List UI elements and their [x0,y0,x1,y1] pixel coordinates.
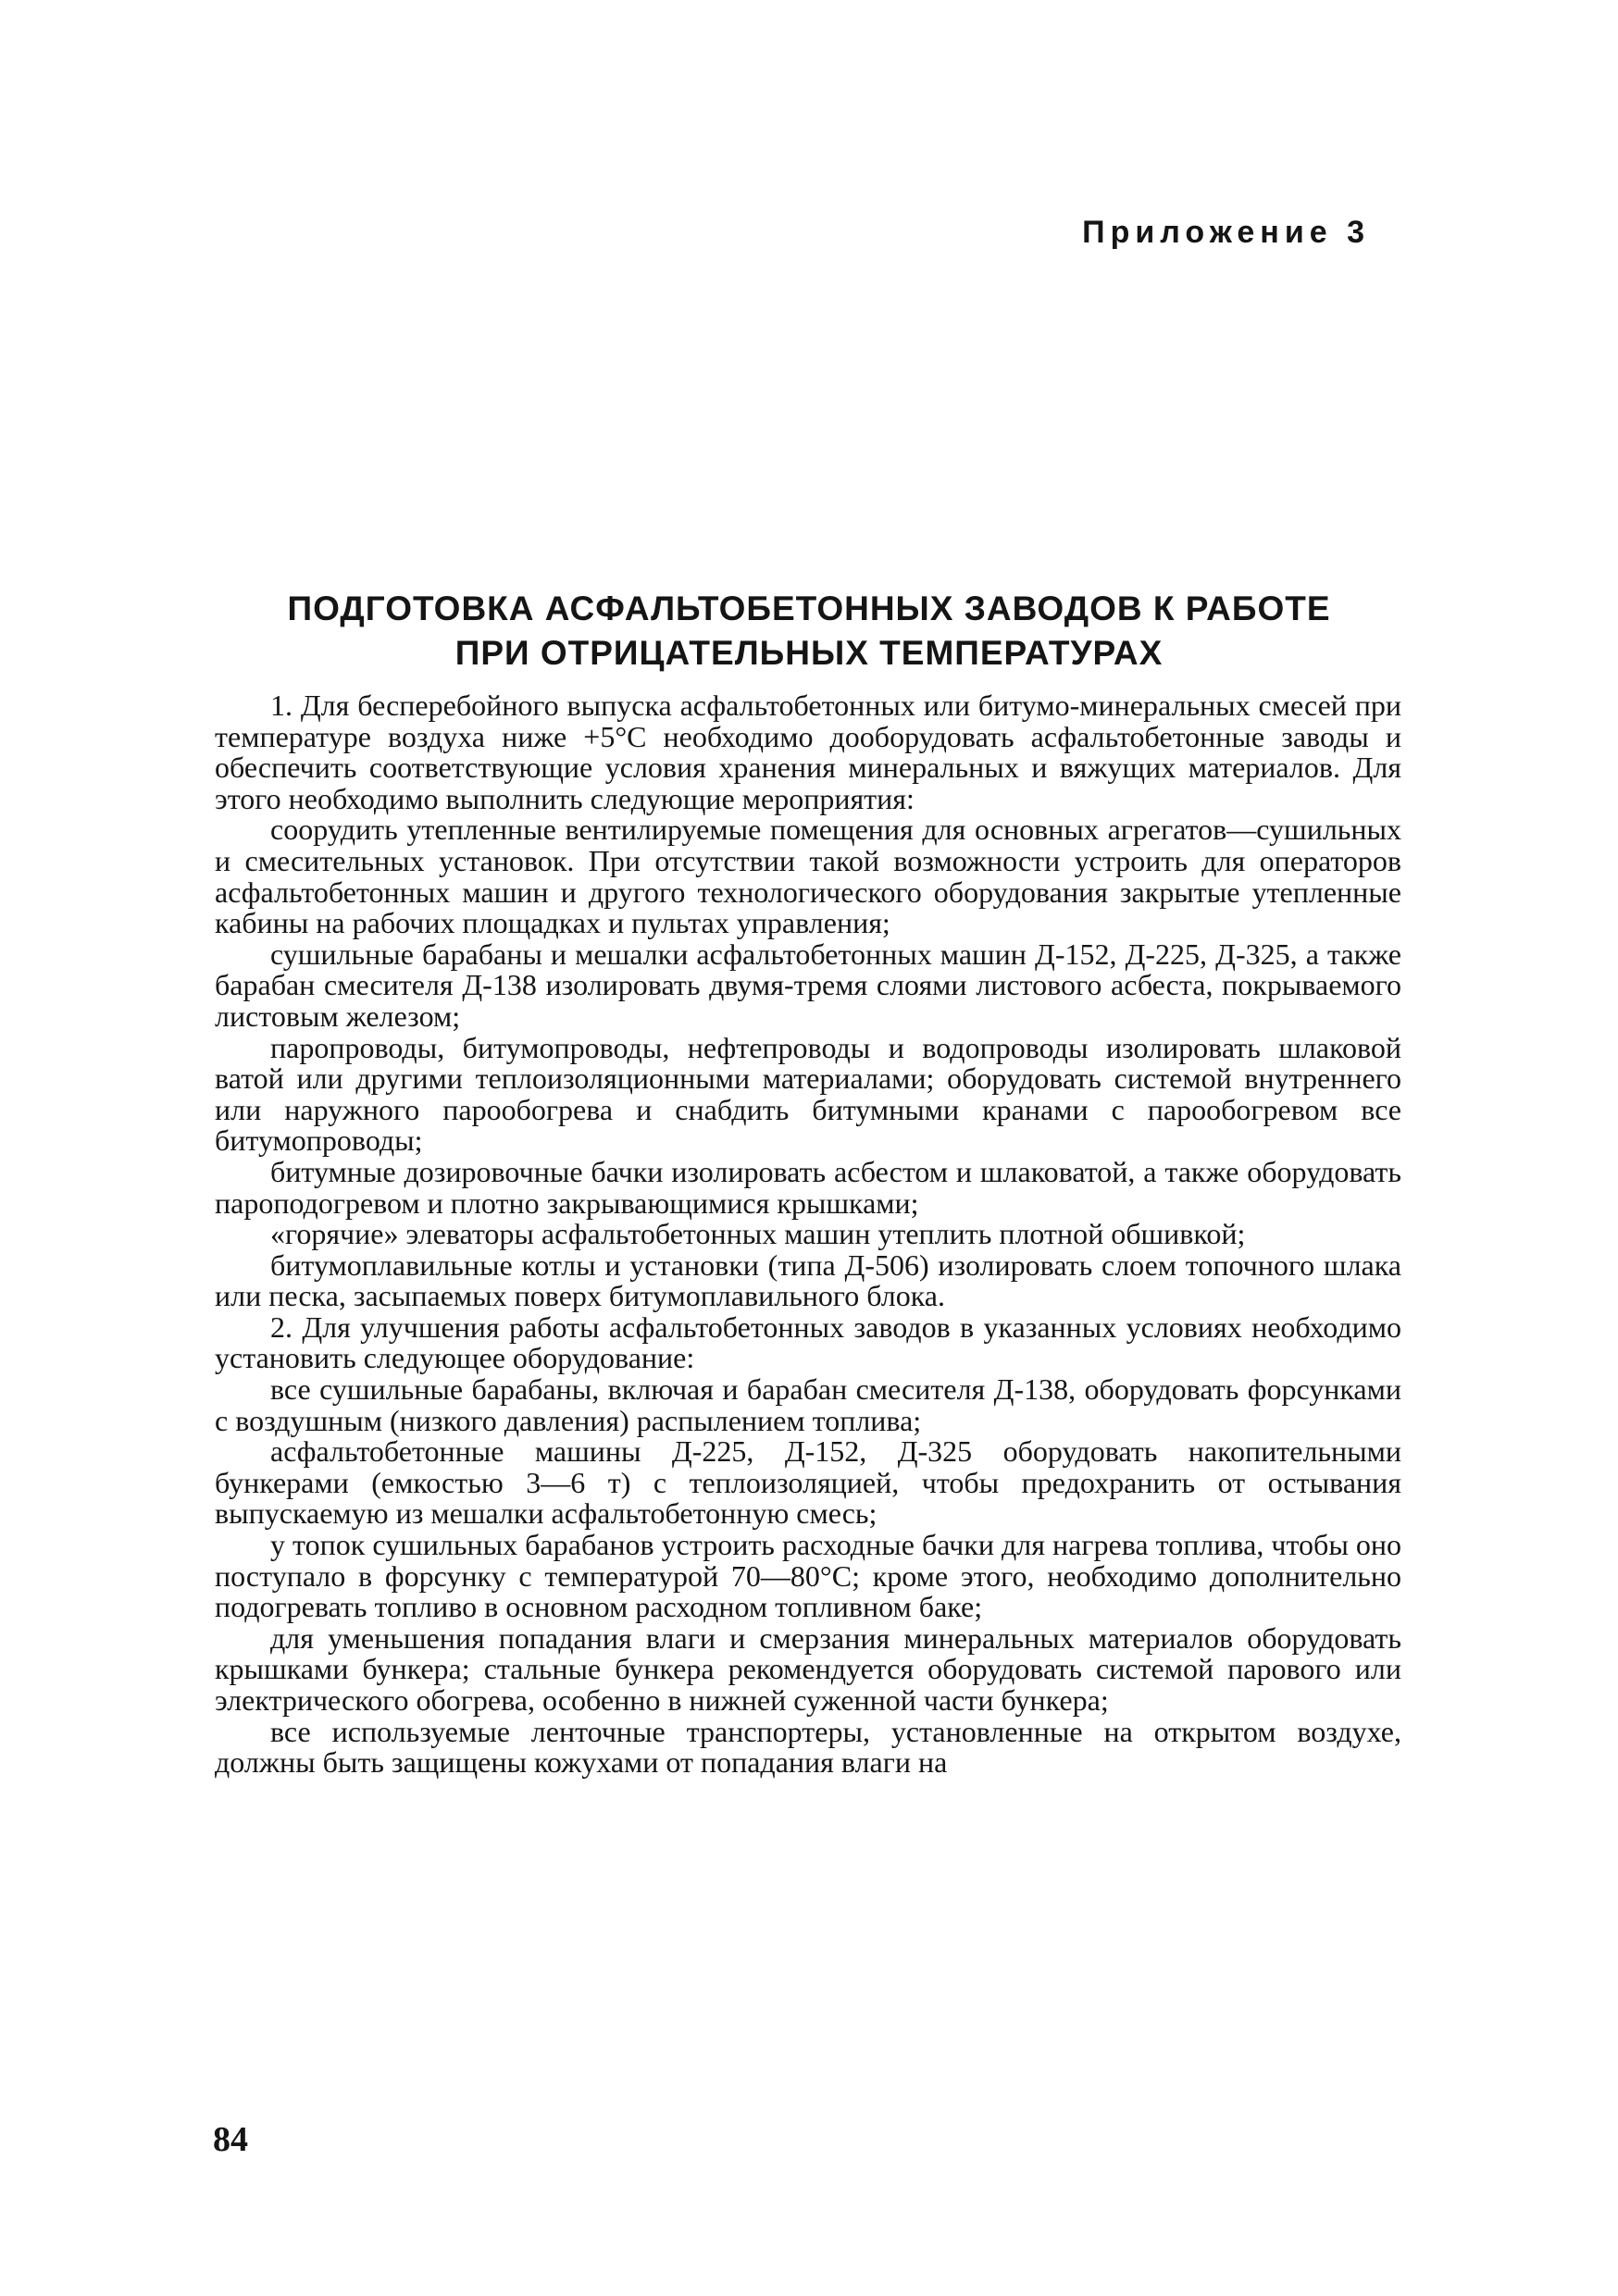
paragraph-13: все используемые ленточные транспортеры, установленные на открытом воздухе, должны быть защищены кожухами от попадания влаги на [215,1714,1401,1780]
body-text [215,690,1401,1779]
paragraph-7: битумоплавильные котлы и установки (типа Д-506) изолировать слоем топочного шлака или песка, засыпаемых поверх битумоплавильного блока. [215,1247,1401,1313]
paragraph-1: 1. Для бесперебойного выпуска асфальтобетонных или битумо-минеральных смесей при температуре воздуха ниже +5°С необходимо дооборудовать асфальтобетонные заводы и обеспечить соответствующие условия хранения минеральных и вяжущих материалов. Для этого необходимо выполнить следующие мероприятия: [215,689,1401,815]
paragraph-2: соорудить утепленные вентилируемые помещения для основных агрегатов—сушильных и смесительных установок. При отсутствии такой возможности устроить для операторов асфальтобетонных машин и другого технологического оборудования закрытые утепленные кабины на рабочих площадках и пультах управления; [215,813,1401,940]
paragraph-12: для уменьшения попадания влаги и смерзания минеральных материалов оборудовать крышками бункера; стальные бункера рекомендуется оборудовать системой парового или электрического обогрева, особенно в нижней суженной части бункера; [215,1620,1401,1717]
paragraph-11: у топок сушильных барабанов устроить расходные бачки для нагрева топлива, чтобы оно поступало в форсунку с температурой 70—80°С; кроме этого, необходимо дополнительно подогревать топливо в основном расходном топливном баке; [215,1528,1401,1624]
paragraph-3: сушильные барабаны и мешалки асфальтобетонных машин Д-152, Д-225, Д-325, а также барабан смесителя Д-138 изолировать двумя-тремя слоями листового асбеста, покрываемого листовым железом; [215,937,1401,1033]
paragraph-4: паропроводы, битумопроводы, нефтепроводы и водопроводы изолировать шлаковой ватой или другими теплоизоляционными материалами; оборудовать системой внутреннего или наружного парообогрева и снабдить битумными кранами с парообогревом все битумопроводы; [215,1030,1401,1158]
section-title [213,587,1405,676]
paragraph-6: «горячие» элеваторы асфальтобетонных машин утеплить плотной обшивкой; [270,1217,1246,1251]
section-title-line-2: ПРИ ОТРИЦАТЕЛЬНЫХ ТЕМПЕРАТУРАХ [454,634,1164,672]
paragraph-8: 2. Для улучшения работы асфальтобетонных заводов в указанных условиях необходимо установить следующее оборудование: [215,1309,1401,1375]
paragraph-9: все сушильные барабаны, включая и барабан смесителя Д-138, оборудовать форсунками с воздушным (низкого давления) распылением топлива; [215,1372,1401,1437]
paragraph-10: асфальтобетонные машины Д-225, Д-152, Д-325 оборудовать накопительными бункерами (емкостью 3—6 т) с теплоизоляцией, чтобы предохранить от остывания выпускаемую из мешалки асфальтобетонную смесь; [215,1434,1401,1531]
appendix-label: Приложение 3 [1082,215,1370,250]
section-title-line-1: ПОДГОТОВКА АСФАЛЬТОБЕТОННЫХ ЗАВОДОВ К РАБОТЕ [287,590,1331,627]
page-number: 84 [213,2120,248,2159]
paragraph-5: битумные дозировочные бачки изолировать асбестом и шлаковатой, а также оборудовать пароподогревом и плотно закрывающимися крышками; [215,1154,1401,1220]
